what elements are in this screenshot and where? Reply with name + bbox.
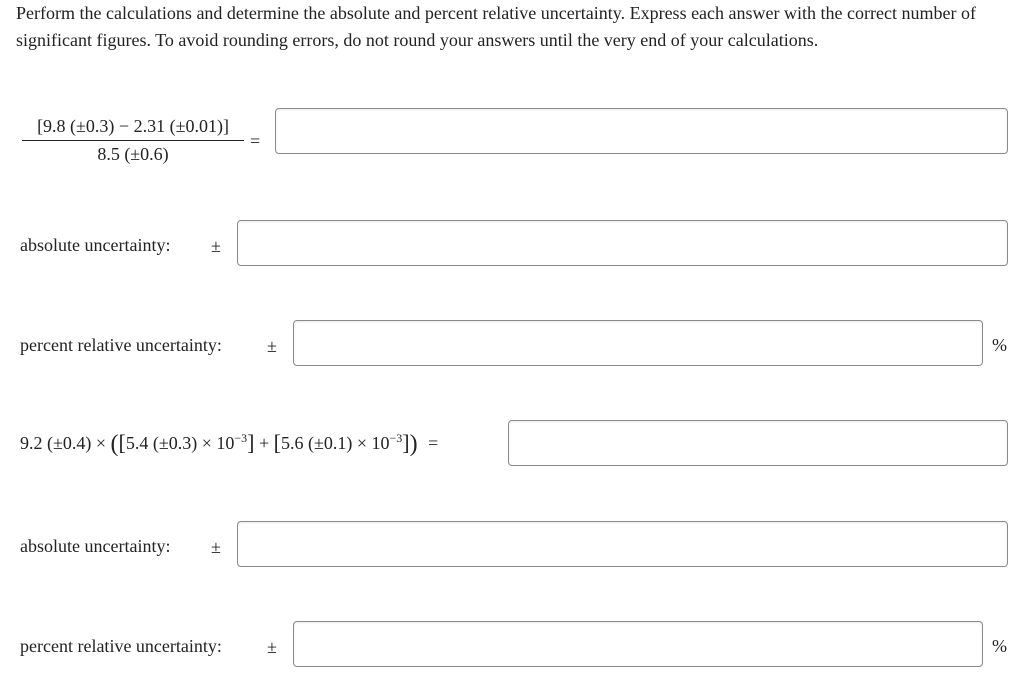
problem2-term-a: 9.2 (±0.4) × <box>20 433 107 453</box>
problem1-percent-pm-sign: ± <box>267 336 277 356</box>
problem1-absolute-label: absolute uncertainty: <box>20 235 171 255</box>
problem1-absolute-pm-sign: ± <box>211 236 221 256</box>
problem2-percent-unit: % <box>992 636 1007 656</box>
problem2-equals-sign: = <box>428 433 439 453</box>
problem2-close-bracket-2: ] <box>402 430 410 455</box>
problem1-absolute-uncertainty-input[interactable] <box>237 220 1008 266</box>
problem2-percent-uncertainty-input[interactable] <box>293 621 983 667</box>
problem2-open-bracket-1: [ <box>118 430 126 455</box>
problem2-absolute-pm-sign: ± <box>211 537 221 557</box>
instructions-text: Perform the calculations and determine the absolute and percent relative uncertainty. Express each answer with the correct number of significant figures. To avoid rounding errors, do not round your answers until the very end of your calculations. <box>16 3 976 50</box>
problem1-equals-sign: = <box>250 131 261 151</box>
problem2-close-bracket-1: ] <box>247 430 255 455</box>
problem2-answer-input[interactable] <box>508 420 1008 466</box>
problem2-expression <box>20 430 438 458</box>
problem2-term-c: 5.6 (±0.1) × 10 <box>280 433 390 453</box>
problem1-denominator: 8.5 (±0.6) <box>97 144 169 164</box>
problem2-term-b: 5.4 (±0.3) × 10 <box>125 433 235 453</box>
problem2-absolute-uncertainty-input[interactable] <box>237 521 1008 567</box>
problem2-exponent-c: −3 <box>389 431 403 445</box>
problem1-percent-unit: % <box>992 335 1007 355</box>
problem2-absolute-label: absolute uncertainty: <box>20 536 171 556</box>
problem1-fraction <box>22 116 244 165</box>
problem2-open-bracket-2: [ <box>273 430 281 455</box>
problem2-close-paren: ) <box>409 431 418 457</box>
problem1-numerator: [9.8 (±0.3) − 2.31 (±0.01)] <box>22 116 244 141</box>
problem2-open-paren: ( <box>110 431 119 457</box>
problem2-plus-sign: + <box>259 433 270 453</box>
problem1-answer-input[interactable] <box>275 108 1008 154</box>
problem1-percent-uncertainty-input[interactable] <box>293 320 983 366</box>
problem1-percent-label: percent relative uncertainty: <box>20 335 222 355</box>
problem2-percent-pm-sign: ± <box>267 637 277 657</box>
problem2-percent-label: percent relative uncertainty: <box>20 636 222 656</box>
problem2-exponent-b: −3 <box>234 431 248 445</box>
